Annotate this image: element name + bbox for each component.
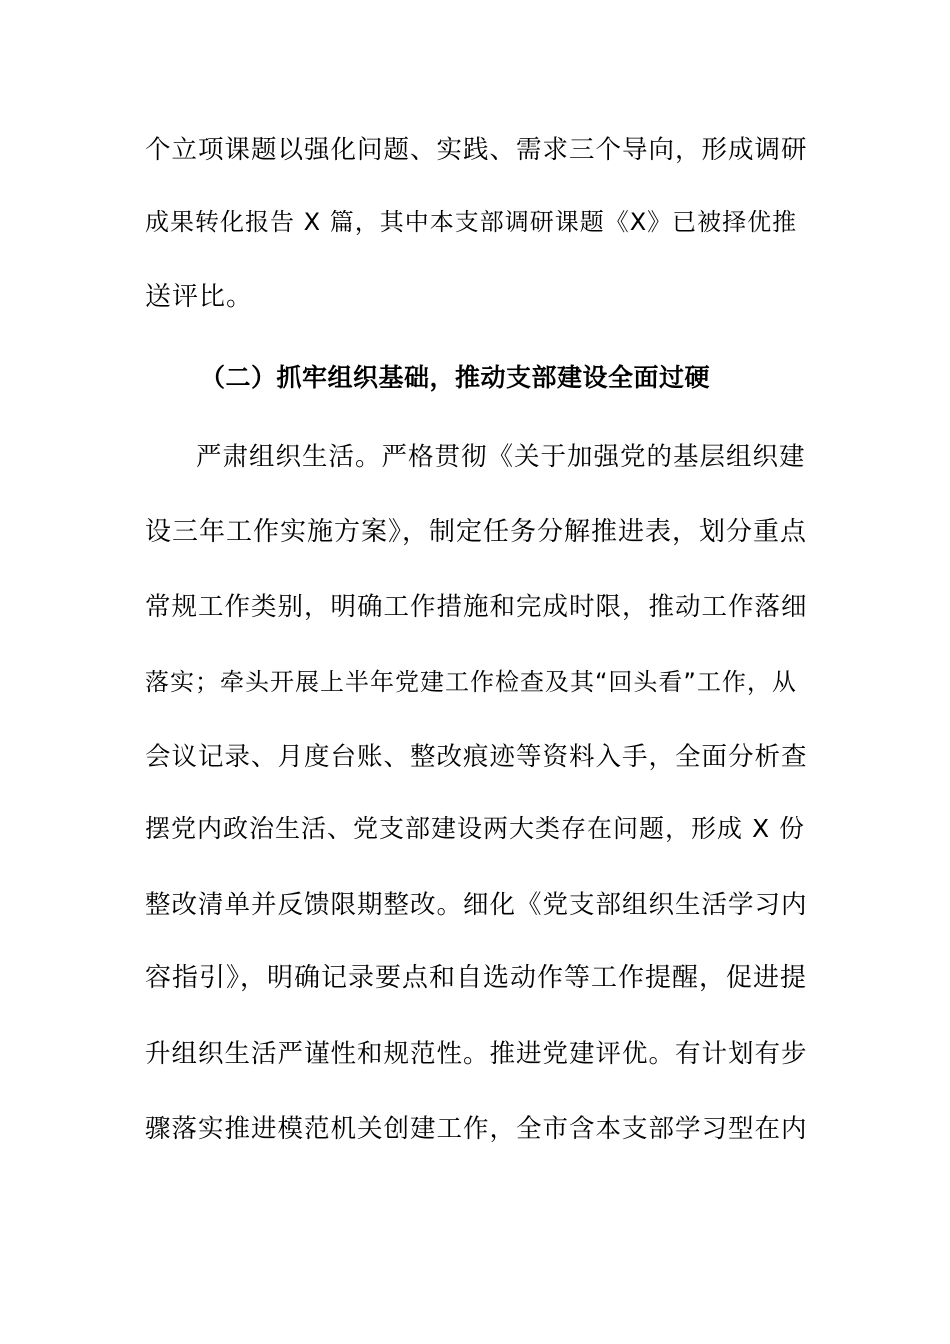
paragraph-line: 升组织生活严谨性和规范性。推进党建评优。有计划有步 <box>145 1039 808 1069</box>
paragraph-line: 个立项课题以强化问题、实践、需求三个导向，形成调研 <box>145 135 808 165</box>
section-heading: （二）抓牢组织基础，推动支部建设全面过硬 <box>200 363 711 392</box>
paragraph-line: 成果转化报告 X 篇，其中本支部调研课题《X》已被择优推 <box>145 208 798 236</box>
paragraph-line: 落实；牵头开展上半年党建工作检查及其“回头看”工作，从 <box>145 668 797 696</box>
paragraph-line: 严肃组织生活。严格贯彻《关于加强党的基层组织建 <box>196 442 806 472</box>
paragraph-line: 常规工作类别，明确工作措施和完成时限，推动工作落细 <box>145 592 808 622</box>
paragraph-line: 送评比。 <box>145 282 254 312</box>
paragraph-line: 整改清单并反馈限期整改。细化《党支部组织生活学习内 <box>145 890 808 920</box>
paragraph-line: 摆党内政治生活、党支部建设两大类存在问题，形成 X 份 <box>145 814 806 843</box>
paragraph-line: 容指引》，明确记录要点和自选动作等工作提醒，促进提 <box>145 963 808 993</box>
paragraph-line: 设三年工作实施方案》，制定任务分解推进表，划分重点 <box>145 517 808 547</box>
paragraph-line: 骤落实推进模范机关创建工作，全市含本支部学习型在内 <box>145 1114 808 1144</box>
paragraph-line: 会议记录、月度台账、整改痕迹等资料入手，全面分析查 <box>145 742 808 772</box>
